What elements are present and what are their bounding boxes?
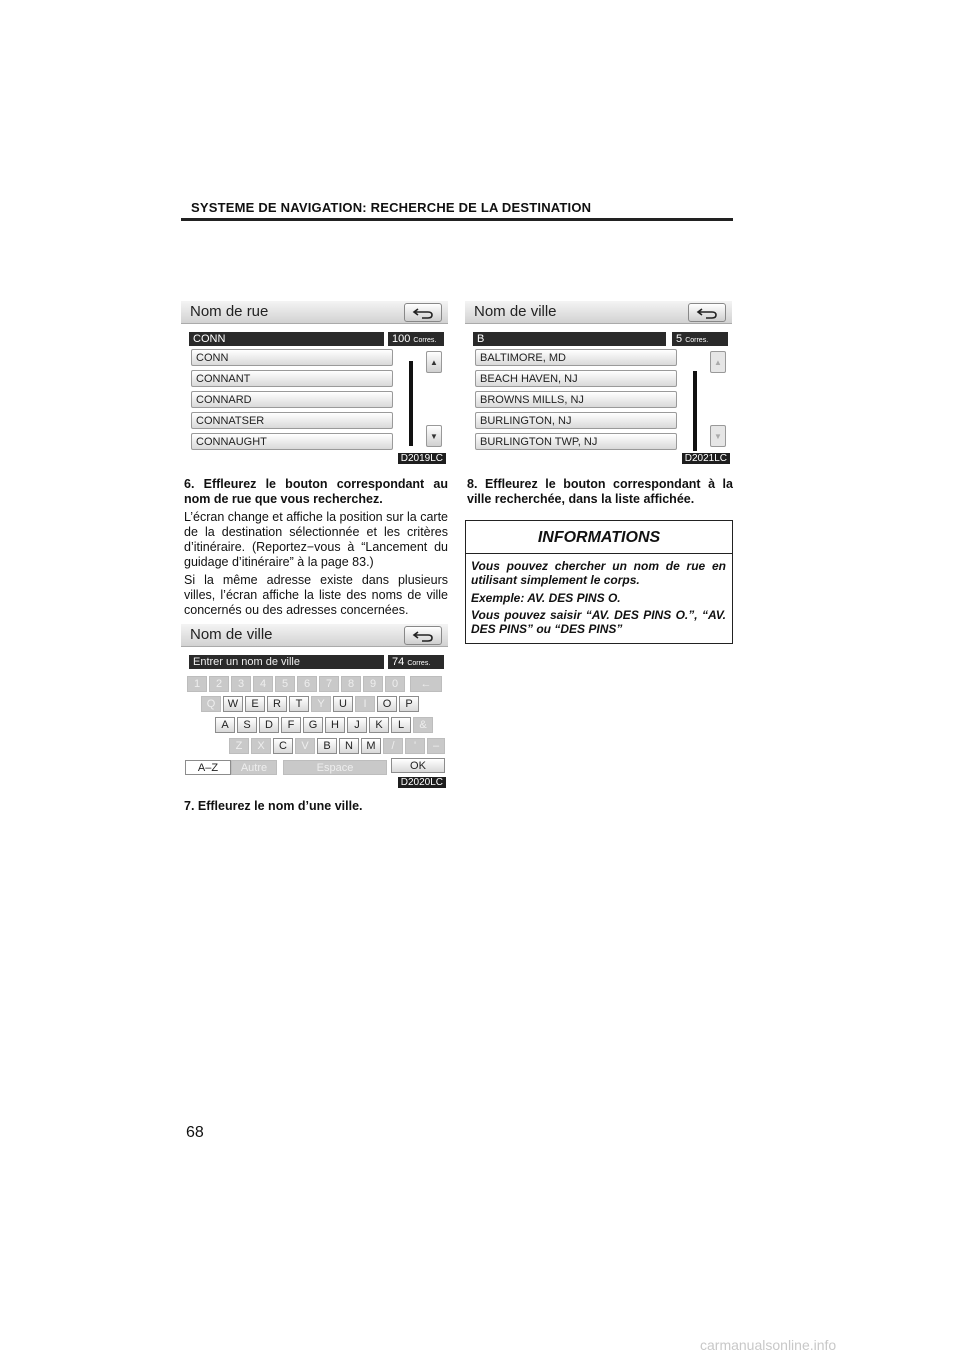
step-6: 6. Effleurez le bouton correspondant au nom de rue que vous recherchez. <box>184 477 448 506</box>
screen-title: Nom de rue <box>190 303 269 320</box>
list-item[interactable]: BURLINGTON TWP, NJ <box>475 433 677 450</box>
list-item[interactable]: CONNANT <box>191 370 393 387</box>
key[interactable]: G <box>303 717 323 733</box>
key[interactable]: 8 <box>341 676 361 692</box>
key[interactable]: J <box>347 717 367 733</box>
key[interactable]: D <box>259 717 279 733</box>
key[interactable]: W <box>223 696 243 712</box>
titlebar <box>181 624 448 647</box>
key[interactable]: O <box>377 696 397 712</box>
autre-button[interactable]: Autre <box>231 760 277 775</box>
key[interactable]: C <box>273 738 293 754</box>
key[interactable]: M <box>361 738 381 754</box>
list-item[interactable]: BALTIMORE, MD <box>475 349 677 366</box>
count-unit: Corres. <box>407 660 431 667</box>
key[interactable]: V <box>295 738 315 754</box>
list-item[interactable]: BURLINGTON, NJ <box>475 412 677 429</box>
screen-street-name <box>181 301 448 464</box>
back-button[interactable] <box>404 626 442 645</box>
key[interactable]: 0 <box>385 676 405 692</box>
page-number: 68 <box>186 1124 204 1141</box>
ok-button[interactable]: OK <box>391 758 445 773</box>
count-value: 5 <box>676 333 683 345</box>
key[interactable]: / <box>383 738 403 754</box>
paragraph-multiple-cities: Si la même adresse existe dans plusieurs villes, l’écran affiche la liste des noms de ville concernés ou des adresses concernées. <box>184 573 448 617</box>
step-8: 8. Effleurez le bouton correspondant à la ville recherchée, dans la liste affichée. <box>467 477 733 506</box>
list-item[interactable]: BROWNS MILLS, NJ <box>475 391 677 408</box>
list-item[interactable]: CONNARD <box>191 391 393 408</box>
list-item[interactable]: CONNAUGHT <box>191 433 393 450</box>
key[interactable]: R <box>267 696 287 712</box>
match-count <box>388 332 444 346</box>
screen-title: Nom de ville <box>190 626 273 643</box>
paragraph-route: L’écran change et affiche la position sur la carte de la destination sélectionnée et les critères d’itinéraire. (Reportez−vous à “Lancement du guidage d’itinéraire” à la page 83.) <box>184 510 448 569</box>
backspace-key[interactable]: ← <box>410 676 442 692</box>
key[interactable]: H <box>325 717 345 733</box>
header-title: SYSTEME DE NAVIGATION: RECHERCHE DE LA DESTINATION <box>191 200 592 215</box>
count-unit: Corres. <box>685 337 709 344</box>
key[interactable]: Y <box>311 696 331 712</box>
list-item[interactable]: CONNATSER <box>191 412 393 429</box>
city-input: Entrer un nom de ville <box>189 655 384 669</box>
key[interactable]: K <box>369 717 389 733</box>
key[interactable]: T <box>289 696 309 712</box>
arrow-down-icon: ▼ <box>430 431 438 441</box>
scrollbar[interactable] <box>409 361 413 446</box>
screen-city-list <box>465 301 732 464</box>
info-title: INFORMATIONS <box>537 529 661 546</box>
count-unit: Corres. <box>413 337 437 344</box>
search-input: B <box>473 332 666 346</box>
key[interactable]: I <box>355 696 375 712</box>
info-paragraph: Vous pouvez saisir “AV. DES PINS O.”, “AV. DES PINS” ou “DES PINS” <box>471 608 726 636</box>
back-arrow-icon <box>412 307 434 319</box>
back-arrow-icon <box>696 307 718 319</box>
titlebar <box>465 301 732 324</box>
key[interactable]: X <box>251 738 271 754</box>
key[interactable]: P <box>399 696 419 712</box>
info-paragraph: Vous pouvez chercher un nom de rue en utilisant simplement le corps. <box>471 559 726 587</box>
match-count <box>388 655 444 669</box>
image-code: D2019LC <box>398 453 446 464</box>
key[interactable]: 9 <box>363 676 383 692</box>
key[interactable]: L <box>391 717 411 733</box>
key[interactable]: 1 <box>187 676 207 692</box>
screen-title: Nom de ville <box>474 303 557 320</box>
count-value: 74 <box>392 656 405 668</box>
arrow-down-icon: ▼ <box>714 431 722 441</box>
scroll-up-button[interactable] <box>426 351 442 373</box>
watermark: carmanualsonline.info <box>700 1337 837 1353</box>
list-item[interactable]: BEACH HAVEN, NJ <box>475 370 677 387</box>
key[interactable]: S <box>237 717 257 733</box>
key[interactable]: 2 <box>209 676 229 692</box>
arrow-up-icon: ▲ <box>430 357 438 367</box>
key[interactable]: ' <box>405 738 425 754</box>
titlebar <box>181 301 448 324</box>
list-item[interactable]: CONN <box>191 349 393 366</box>
info-divider <box>466 553 732 554</box>
info-box <box>465 520 733 644</box>
header-rule <box>181 218 733 221</box>
back-button[interactable] <box>688 303 726 322</box>
key[interactable]: 4 <box>253 676 273 692</box>
image-code: D2021LC <box>682 453 730 464</box>
key[interactable]: 7 <box>319 676 339 692</box>
key[interactable]: 3 <box>231 676 251 692</box>
screen-city-keyboard <box>181 624 448 788</box>
key[interactable]: Q <box>201 696 221 712</box>
key[interactable]: 5 <box>275 676 295 692</box>
key[interactable]: B <box>317 738 337 754</box>
count-value: 100 <box>392 333 411 345</box>
back-arrow-icon <box>412 630 434 642</box>
key[interactable]: 6 <box>297 676 317 692</box>
search-input: CONN <box>189 332 384 346</box>
scroll-up-button[interactable] <box>710 351 726 373</box>
key[interactable]: F <box>281 717 301 733</box>
info-example: Exemple: AV. DES PINS O. <box>471 591 621 605</box>
scroll-down-button[interactable] <box>426 425 442 447</box>
match-count <box>672 332 728 346</box>
scroll-down-button[interactable] <box>710 425 726 447</box>
key[interactable]: A <box>215 717 235 733</box>
back-button[interactable] <box>404 303 442 322</box>
key[interactable]: E <box>245 696 265 712</box>
key[interactable]: & <box>413 717 433 733</box>
scrollbar[interactable] <box>693 371 697 451</box>
key[interactable]: – <box>427 738 445 754</box>
az-button[interactable]: A–Z <box>185 760 231 775</box>
key[interactable]: N <box>339 738 359 754</box>
arrow-up-icon: ▲ <box>714 357 722 367</box>
key[interactable]: Z <box>229 738 249 754</box>
image-code: D2020LC <box>398 777 446 788</box>
key[interactable]: U <box>333 696 353 712</box>
step-7: 7. Effleurez le nom d’une ville. <box>184 799 363 813</box>
space-button[interactable]: Espace <box>283 760 387 775</box>
